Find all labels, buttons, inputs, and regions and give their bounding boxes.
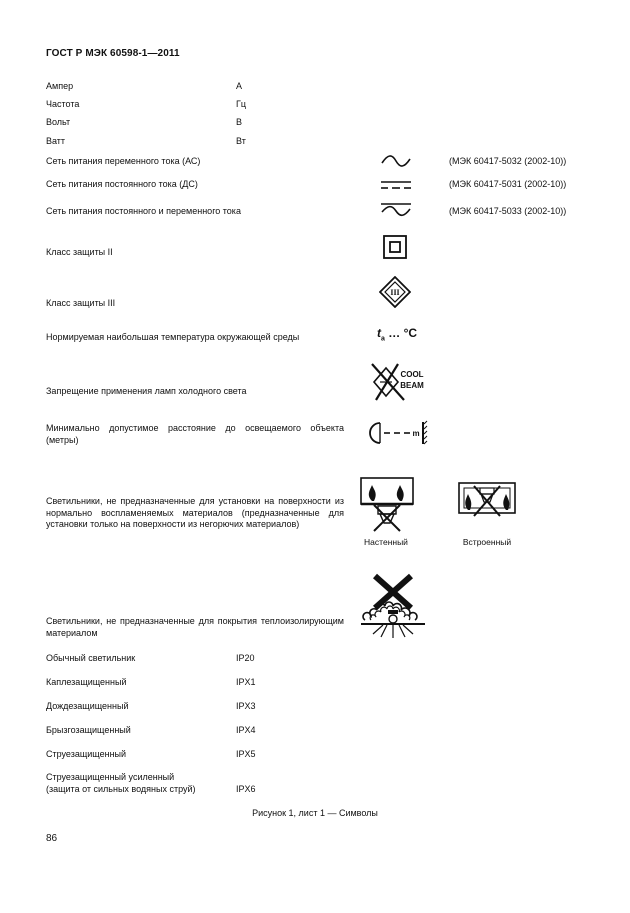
caption-surface: Настенный — [364, 537, 408, 547]
distance-mark: m — [412, 429, 420, 438]
unit-name: Вольт — [46, 117, 71, 127]
coolbeam-prohibited-icon — [370, 360, 426, 402]
dc-symbol-icon — [380, 178, 412, 192]
acdc-ref: (МЭК 60417-5033 (2002-10)) — [449, 206, 567, 216]
distance-symbol-icon — [366, 420, 430, 446]
coolbeam-label: Запрещение применения ламп холодного света — [46, 386, 247, 396]
ip-code: IPX6 — [236, 784, 256, 794]
figure-caption: Рисунок 1, лист 1 — Символы — [252, 808, 378, 818]
unit-symbol: А — [236, 81, 243, 91]
flammable-label: Светильники, не предназначенные для установки на поверхности из нормально воспламеняемых материалов (предназначенные для установки только на поверхности из негорючих материалов) — [46, 496, 344, 530]
temp-symbol — [377, 326, 417, 343]
ip-code: IPX1 — [236, 677, 256, 687]
acdc-symbol-icon — [380, 200, 412, 218]
dc-ref: (МЭК 60417-5031 (2002-10)) — [449, 179, 567, 189]
ip-name: Каплезащищенный — [46, 677, 127, 687]
ip-code: IP20 — [236, 653, 255, 663]
temp-mark-t: t — [377, 326, 381, 340]
ac-ref: (МЭК 60417-5032 (2002-10)) — [449, 156, 567, 166]
ip-name-line1: Струезащищенный усиленный — [46, 772, 175, 782]
page-header: ГОСТ Р МЭК 60598-1—2011 — [46, 48, 180, 59]
ip-name: Обычный светильник — [46, 653, 136, 663]
caption-recessed: Встроенный — [462, 537, 512, 547]
ip-name: Брызгозащищенный — [46, 725, 131, 735]
unit-name: Ватт — [46, 136, 66, 146]
class3-diamond-icon — [379, 276, 411, 308]
acdc-label: Сеть питания постоянного и переменного тока — [46, 206, 241, 216]
temp-label: Нормируемая наибольшая температура окружающей среды — [46, 332, 300, 342]
ip-code: IPX5 — [236, 749, 256, 759]
surface-mounted-flame-icon — [360, 477, 414, 533]
distance-label: Минимально допустимое расстояние до освещаемого объекта (метры) — [46, 423, 344, 445]
class3-label: Класс защиты III — [46, 298, 116, 308]
class2-double-square-icon — [383, 235, 407, 259]
temp-mark-rest: … °C — [388, 326, 418, 340]
ac-label: Сеть питания переменного тока (АС) — [46, 156, 201, 166]
ip-name-line2: (защита от сильных водяных струй) — [46, 784, 196, 794]
page-number: 86 — [46, 833, 58, 844]
ip-name: Дождезащищенный — [46, 701, 129, 711]
unit-name: Частота — [46, 99, 80, 109]
unit-symbol: В — [236, 117, 243, 127]
coolbeam-mark-2: BEAM — [400, 381, 424, 390]
recessed-flame-icon — [458, 482, 516, 522]
insulation-prohibited-icon — [355, 570, 431, 640]
ac-symbol-icon — [380, 153, 412, 169]
insulation-label: Светильники, не предназначенные для покрытия теплоизолирующим материалом — [46, 616, 344, 638]
ip-name: Струезащищенный — [46, 749, 127, 759]
class2-label: Класс защиты II — [46, 247, 113, 257]
unit-symbol: Вт — [236, 136, 246, 146]
class3-mark: III — [390, 288, 400, 297]
unit-name: Ампер — [46, 81, 74, 91]
dc-label: Сеть питания постоянного тока (ДС) — [46, 179, 198, 189]
ip-code: IPX4 — [236, 725, 256, 735]
coolbeam-mark-1: COOL — [400, 370, 424, 379]
temp-mark-sub: a — [381, 335, 385, 343]
ip-code: IPX3 — [236, 701, 256, 711]
unit-symbol: Гц — [236, 99, 247, 109]
